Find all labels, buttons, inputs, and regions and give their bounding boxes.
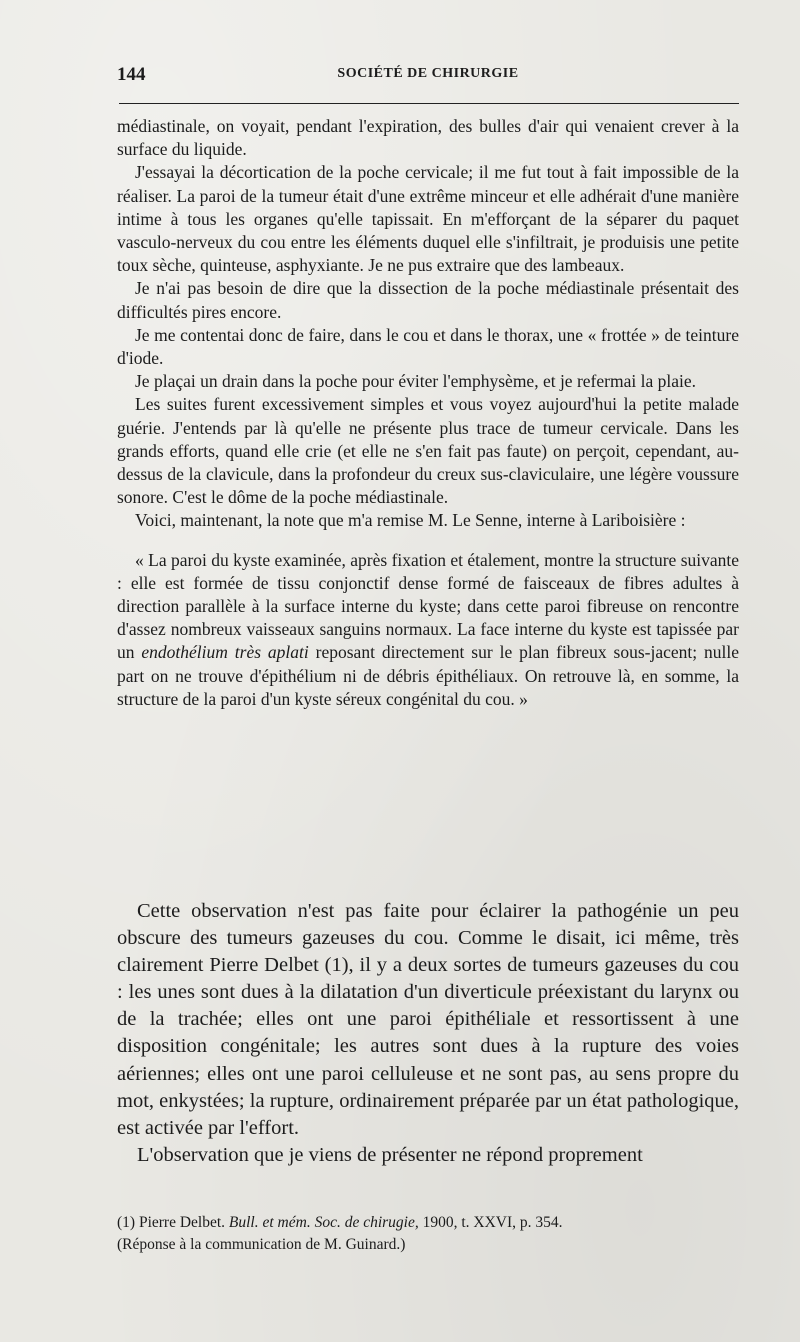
footnote-citation: 1900, t. XXVI, p. 354. bbox=[418, 1214, 563, 1231]
footnote-line-1 bbox=[117, 1212, 739, 1234]
page-number: 144 bbox=[117, 64, 146, 85]
header-rule bbox=[119, 103, 739, 104]
paragraph: Je me contentai donc de faire, dans le cou et dans le thorax, une « frottée » de teinture d'iode. bbox=[117, 324, 739, 369]
paragraph: Je n'ai pas besoin de dire que la dissection de la poche médiastinale présentait des difficultés pires encore. bbox=[117, 278, 739, 322]
paragraph: J'essayai la décortication de la poche cervicale; il me fut tout à fait impossible de la réaliser. La paroi de la tumeur était d'une extrême minceur et elle adhérait d'une manière intime à tous les organes qu'elle tapissait. En m'efforçant de la séparer du paquet vasculo-nerveux du cou entre les éléments duquel elle s'infiltrait, je produisis une petite toux sèche, quinteuse, asphyxiante. Je ne pus extraire que des lambeaux. bbox=[117, 162, 739, 276]
quote-italic-text: endothélium très aplati bbox=[141, 642, 309, 663]
quote-text-part2: reposant directement sur le plan fibreux sous-jacent; nulle part on ne trouve d'épithélium ni de débris épithéliaux. On retrouve là, en somme, la structure de la paroi d'un kyste séreux congénital du cou. » bbox=[117, 642, 739, 709]
footnote-journal: Bull. et mém. Soc. de chirugie, bbox=[228, 1214, 419, 1231]
running-title: SOCIÉTÉ DE CHIRURGIE bbox=[337, 66, 519, 81]
quote-text-part1: « La paroi du kyste examinée, après fixation et étalement, montre la structure suivante : elle est formée de tissu conjonctif dense formé de faisceaux de fibres adultes à direction parallèle à la surface interne du kyste; dans cette paroi fibreuse on rencontre d'assez nombreux vaisseaux sanguins normaux. La face interne du kyste est tapissée par un bbox=[117, 549, 740, 663]
footnote bbox=[117, 1212, 739, 1256]
paragraph: L'observation que je viens de présenter ne répond proprement bbox=[137, 1143, 643, 1166]
paragraph: Je plaçai un drain dans la poche pour éviter l'emphysème, et je refermai la plaie. bbox=[135, 371, 696, 392]
body-text-large bbox=[117, 898, 739, 1169]
paragraph: médiastinale, on voyait, pendant l'expiration, des bulles d'air qui venaient crever à la surface du liquide. bbox=[117, 116, 739, 160]
page-header bbox=[117, 64, 739, 88]
footnote-marker: (1) Pierre Delbet. bbox=[117, 1214, 229, 1231]
body-text-small bbox=[117, 115, 739, 711]
footnote-line-2: (Réponse à la communication de M. Guinard.) bbox=[117, 1236, 406, 1253]
histology-quote bbox=[117, 549, 739, 711]
paragraph: Les suites furent excessivement simples et vous voyez aujourd'hui la petite malade guérie. J'entends par là qu'elle ne présente plus trace de tumeur cervicale. Dans les grands efforts, quand elle crie (et elle ne s'en fait pas faute) on perçoit, cependant, au-dessus de la clavicule, dans la profondeur du creux sus-claviculaire, une légère voussure sonore. C'est le dôme de la poche médiastinale. bbox=[117, 394, 739, 508]
paragraph: Cette observation n'est pas faite pour éclairer la pathogénie un peu obscure des tumeurs gazeuses du cou. Comme le disait, ici même, très clairement Pierre Delbet (1), il y a deux sortes de tumeurs gazeuses du cou : les unes sont dues à la dilatation d'un diverticule préexistant du larynx ou de la trachée; elles ont une paroi épithéliale et ressortissent à une disposition congénitale; les autres sont dues à la rupture des voies aériennes; elles ont une paroi celluleuse et ne sont pas, au sens propre du mot, enkystées; la rupture, ordinairement préparée par un état pathologique, est activée par l'effort. bbox=[117, 900, 739, 1139]
paragraph: Voici, maintenant, la note que m'a remise M. Le Senne, interne à Lariboisière : bbox=[135, 510, 686, 531]
